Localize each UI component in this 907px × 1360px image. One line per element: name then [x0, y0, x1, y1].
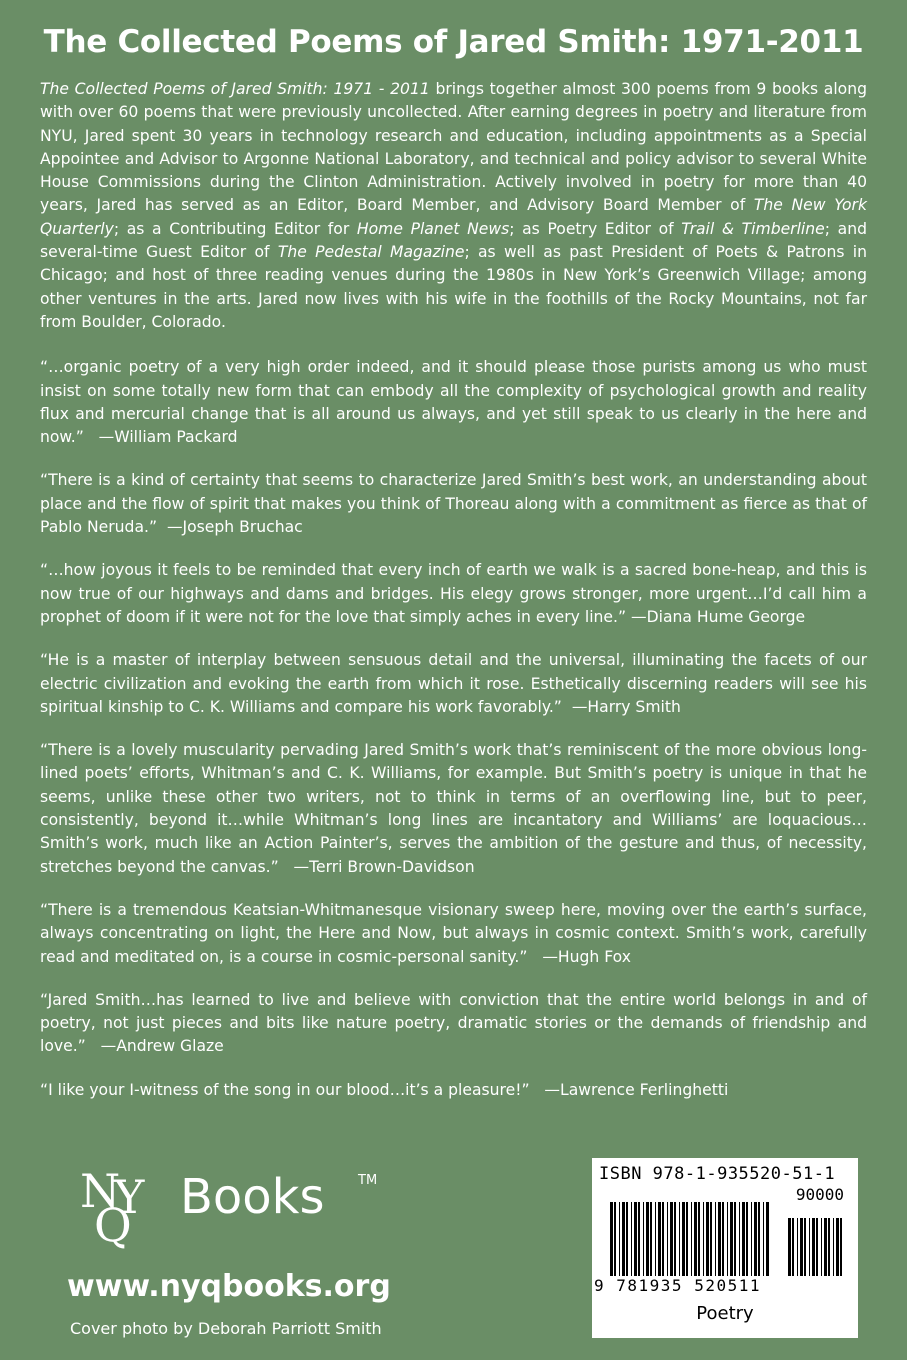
- publisher-name: Books: [180, 1169, 325, 1225]
- bio-publication-3: Trail & Timberline: [681, 219, 825, 238]
- book-title: The Collected Poems of Jared Smith: 1971-2011: [43, 24, 864, 60]
- bio-text-4: ; and several-time Guest Editor of: [40, 219, 867, 262]
- bio-publication-1: The New York Quarterly: [40, 196, 867, 238]
- blurb-author: —Lawrence Ferlinghetti: [544, 1080, 729, 1099]
- back-cover-text: [40, 78, 867, 1122]
- bio-publication-4: The Pedestal Magazine: [277, 243, 465, 262]
- blurb-author: —William Packard: [98, 428, 238, 447]
- bio-text-1: brings together almost 300 poems from 9 books along with over 60 poems that were previously uncollected. After earning degrees in poetry and literature from NYU, Jared spent 30 years in technology research and education, including appointments as a Special Appointee and Advisor to Argonne National Laboratory, and technical and policy advisor to several White House Commissions during the Clinton Administration. Actively involved in poetry for more than 40 years, Jared has served as an Editor, Board Member, and Advisory Board Member of: [40, 80, 867, 215]
- barcode-addon: 90000: [795, 1185, 844, 1204]
- blurb-bruchac: [40, 469, 867, 539]
- photo-credit: Cover photo by Deborah Parriott Smith: [70, 1319, 382, 1338]
- book-category: Poetry: [696, 1303, 754, 1324]
- blurb-text: “I like your I-witness of the song in our blood…it’s a pleasure!”: [40, 1080, 530, 1099]
- blurb-text: “…how joyous it feels to be reminded that every inch of earth we walk is a sacred bone-heap, and this is now true of our highways and dams and bridges. His elegy grows stronger, more urgent…I’d call him a prophet of doom if it were not for the love that simply aches in every line.”: [40, 561, 867, 626]
- isbn-label: ISBN 978-1-935520-51-1: [599, 1164, 836, 1184]
- trademark-mark: TM: [358, 1173, 378, 1188]
- nyq-monogram-icon: [80, 1164, 190, 1253]
- blurb-brown-davidson: [40, 739, 867, 879]
- bio-book-title: The Collected Poems of Jared Smith: 1971 - 2011: [40, 80, 430, 98]
- bio-text-2: ; as a Contributing Editor for: [113, 219, 357, 238]
- blurb-author: —Harry Smith: [571, 697, 681, 716]
- bio-text-3: ; as Poetry Editor of: [509, 219, 682, 238]
- blurb-author: —Diana Hume George: [631, 607, 806, 626]
- blurb-text: “…organic poetry of a very high order indeed, and it should please those purists among us who must insist on some totally new form that can embody all the complexity of psychological growth and reality flux and mercurial change that is all around us always, and yet still speak to us clearly in the here and now.”: [40, 358, 867, 447]
- blurb-george: [40, 559, 867, 629]
- blurb-text: “There is a tremendous Keatsian-Whitmanesque visionary sweep here, moving over the earth’s surface, always concentrating on light, the Here and Now, but always in cosmic context. Smith’s work, carefully read and meditated on, is a course in cosmic-personal sanity.”: [40, 900, 867, 966]
- author-bio: [40, 78, 867, 334]
- blurb-author: —Andrew Glaze: [100, 1037, 224, 1056]
- bio-publication-2: Home Planet News: [356, 219, 510, 238]
- blurb-text: “Jared Smith…has learned to live and believe with conviction that the entire world belongs in and of poetry, not just pieces and bits like nature poetry, dramatic stories or the demands of friendship and love.”: [40, 990, 867, 1056]
- blurb-author: —Hugh Fox: [542, 947, 631, 966]
- blurb-harry-smith: [40, 649, 867, 719]
- logo-letter-q: Q: [94, 1198, 132, 1252]
- blurb-fox: [40, 899, 867, 969]
- logo-letter-y: Y: [114, 1170, 145, 1224]
- barcode-digits: 9 781935 520511: [594, 1276, 761, 1295]
- blurb-text: “There is a lovely muscularity pervading Jared Smith’s work that’s reminiscent of the more obvious long-lined poets’ efforts, Whitman’s and C. K. Williams, for example. But Smith’s poetry is unique in that he seems, unlike these other two writers, not to think in terms of an overflowing line, but to peer, consistently, beyond it…while Whitman’s long lines are incantatory and Williams’ are loquacious…Smith’s work, much like an Action Painter’s, serves the ambition of the gesture and thus, of necessity, stretches beyond the canvas.”: [40, 741, 867, 876]
- blurb-author: —Terri Brown-Davidson: [293, 857, 475, 876]
- blurb-author: —Joseph Bruchac: [166, 518, 303, 537]
- publisher-logo: [70, 1163, 390, 1253]
- publisher-website[interactable]: www.nyqbooks.org: [67, 1269, 391, 1304]
- blurb-text: “He is a master of interplay between sensuous detail and the universal, illuminating the facets of our electric civilization and evoking the earth from which it rose. Esthetically discerning readers will see his spiritual kinship to C. K. Williams and compare his work favorably.”: [40, 651, 867, 716]
- blurb-packard: [40, 356, 867, 449]
- logo-letter-n: N: [80, 1164, 121, 1218]
- blurb-ferlinghetti: [40, 1079, 867, 1102]
- blurb-glaze: [40, 989, 867, 1059]
- barcode-bars: [604, 1202, 848, 1276]
- blurb-text: “There is a kind of certainty that seems to characterize Jared Smith’s best work, an understanding about place and the flow of spirit that makes you think of Thoreau along with a commitment as fierce as that of Pablo Neruda.”: [40, 471, 867, 537]
- isbn-barcode: [592, 1158, 858, 1338]
- bio-text-5: ; as well as past President of Poets & Patrons in Chicago; and host of three reading venues during the 1980s in New York’s Greenwich Village; among other ventures in the arts. Jared now lives with his wife in the foothills of the Rocky Mountains, not far from Boulder, Colorado.: [40, 243, 867, 331]
